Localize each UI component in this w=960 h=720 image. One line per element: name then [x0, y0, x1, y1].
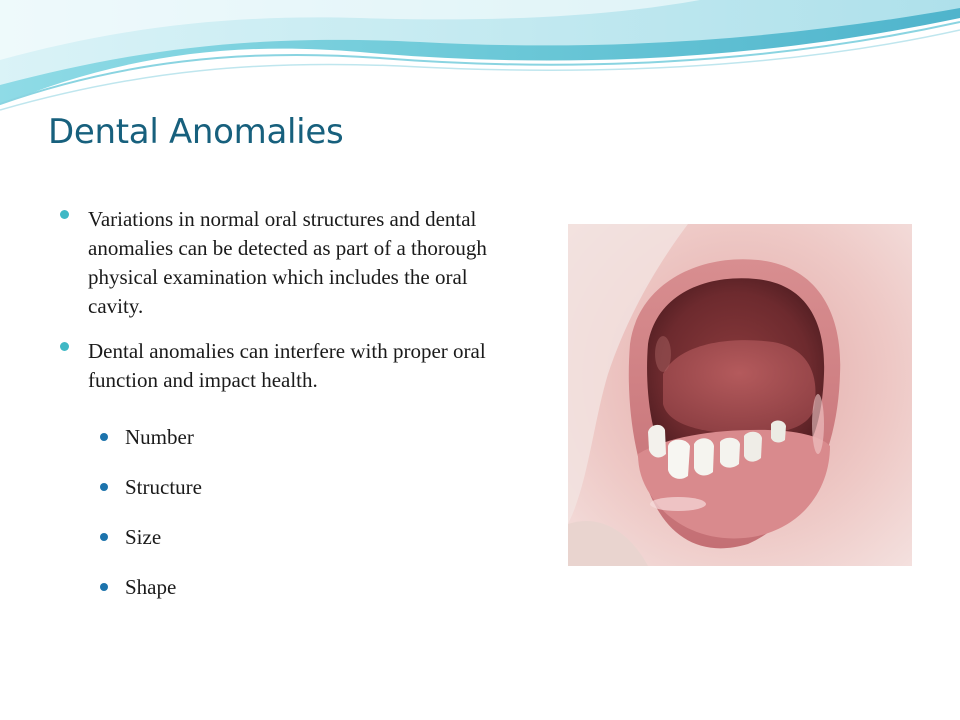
sub-bullet-dot-icon	[100, 533, 108, 541]
sub-bullet-text: Size	[125, 525, 162, 549]
bullet-list	[58, 205, 518, 623]
sub-bullet-item	[58, 473, 518, 501]
open-mouth-photo	[568, 224, 912, 566]
sub-bullet-dot-icon	[100, 433, 108, 441]
header-wave-decoration	[0, 0, 960, 120]
bullet-text: Dental anomalies can interfere with proper oral function and impact health.	[88, 339, 486, 392]
bullet-dot-icon	[60, 342, 69, 351]
sub-bullet-dot-icon	[100, 583, 108, 591]
sub-bullet-item	[58, 573, 518, 601]
sub-bullet-text: Number	[125, 425, 194, 449]
bullet-item	[58, 337, 518, 395]
sub-bullet-dot-icon	[100, 483, 108, 491]
sub-bullet-item	[58, 523, 518, 551]
sub-bullet-text: Structure	[125, 475, 202, 499]
bullet-item	[58, 205, 518, 321]
bullet-text: Variations in normal oral structures and dental anomalies can be detected as part of a thorough physical examination which includes the oral cavity.	[88, 207, 487, 318]
bullet-dot-icon	[60, 210, 69, 219]
slide-title: Dental Anomalies	[48, 112, 344, 152]
sub-bullet-item	[58, 423, 518, 451]
sub-bullet-text: Shape	[125, 575, 177, 599]
